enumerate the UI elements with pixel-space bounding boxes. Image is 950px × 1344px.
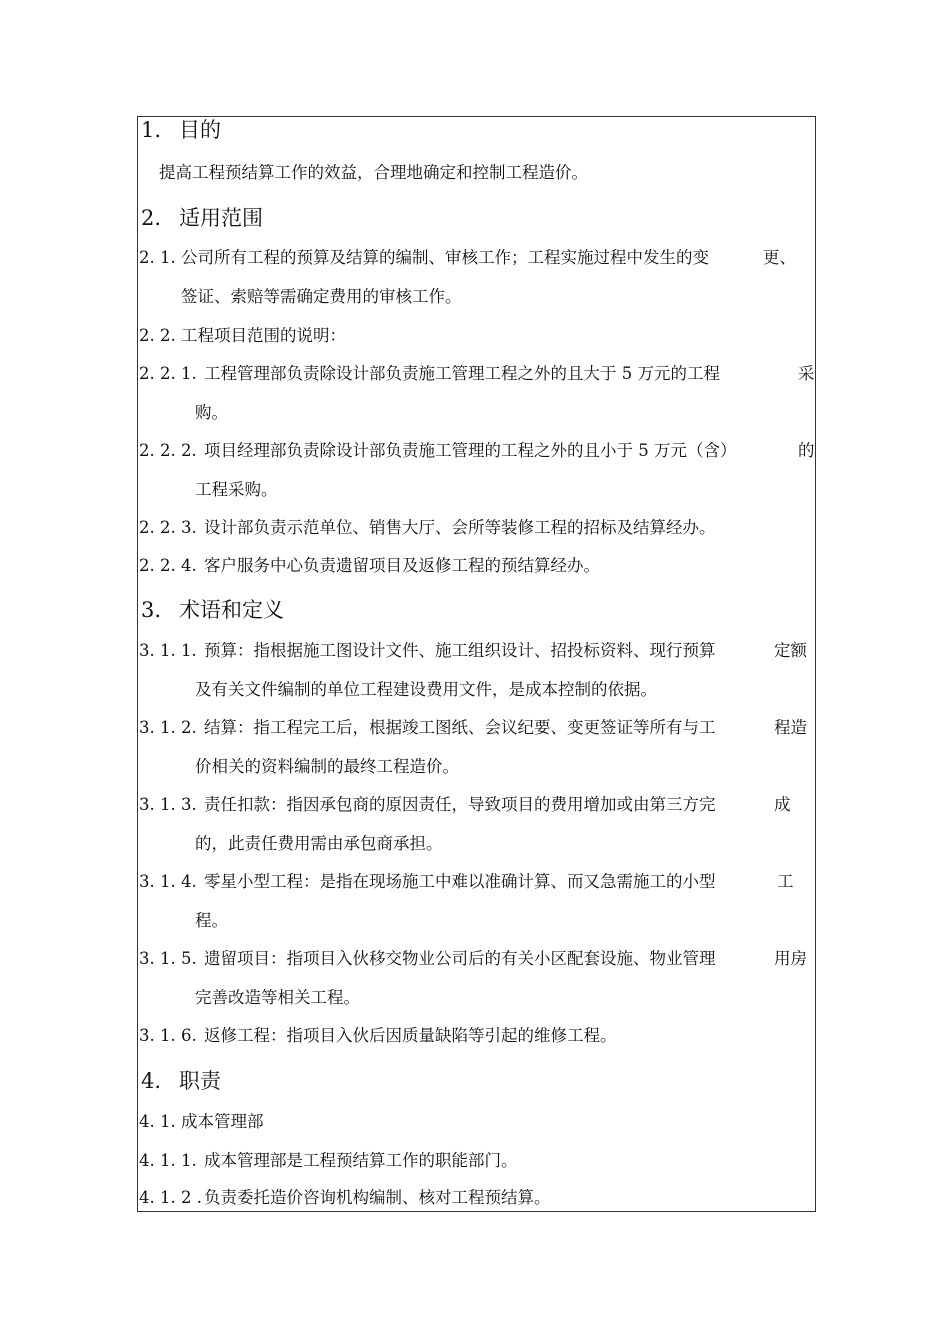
section-title: 术语和定义 [179, 598, 284, 622]
clause-number: 3. 1. 6. [139, 1026, 197, 1045]
clause-text: 项目经理部负责除设计部负责施工管理的工程之外的且小于 5 万元（含） [204, 441, 737, 460]
clause-number: 3. 1. 3. [139, 795, 197, 814]
clause-text: 成本管理部是工程预结算工作的职能部门。 [204, 1151, 518, 1170]
clause-text: 客户服务中心负责遗留项目及返修工程的预结算经办。 [204, 556, 600, 575]
section-title: 职责 [179, 1069, 221, 1093]
clause-number: 2. 1. [139, 248, 176, 267]
section-number: 1. [141, 118, 162, 142]
clause-text-end: 程造 [774, 718, 807, 737]
paragraph-2-2-2-line2: 工程采购。 [195, 480, 278, 499]
paragraph-3-1-1-line1 [139, 640, 815, 662]
clause-text-end: 用房 [774, 949, 807, 968]
clause-text: 公司所有工程的预算及结算的编制、审核工作；工程实施过程中发生的变 [181, 248, 709, 267]
paragraph-2-1-line2: 签证、索赔等需确定费用的审核工作。 [181, 287, 462, 306]
section-1-text: 提高工程预结算工作的效益，合理地确定和控制工程造价。 [159, 163, 588, 182]
paragraph-2-2-1-line1 [139, 363, 815, 385]
paragraph-2-2-4 [139, 555, 809, 577]
paragraph-2-2 [139, 325, 809, 347]
clause-number: 4. 1. [139, 1112, 176, 1131]
clause-number: 3. 1. 5. [139, 949, 197, 968]
clause-text: 负责委托造价咨询机构编制、核对工程预结算。 [204, 1188, 551, 1207]
paragraph-4-1-1 [139, 1150, 809, 1172]
clause-number: 3. 1. 1. [139, 641, 197, 660]
paragraph-3-1-4-line2: 程。 [195, 911, 228, 930]
clause-text: 工程项目范围的说明： [181, 326, 346, 345]
paragraph-3-1-1-line2: 及有关文件编制的单位工程建设费用文件，是成本控制的依据。 [195, 680, 657, 699]
clause-text: 遗留项目：指项目入伙移交物业公司后的有关小区配套设施、物业管理 [204, 949, 716, 968]
section-title: 目的 [179, 118, 221, 142]
clause-text-end: 工 [777, 872, 794, 891]
clause-text: 责任扣款：指因承包商的原因责任，导致项目的费用增加或由第三方完 [204, 795, 716, 814]
section-2-heading [141, 205, 263, 231]
paragraph-4-1 [139, 1111, 809, 1133]
clause-number: 4. 1. 1. [139, 1151, 197, 1170]
paragraph-3-1-5-line2: 完善改造等相关工程。 [195, 988, 360, 1007]
clause-number: 3. 1. 4. [139, 872, 197, 891]
section-3-heading [141, 597, 284, 623]
clause-text: 结算：指工程完工后，根据竣工图纸、会议纪要、变更签证等所有与工 [204, 718, 716, 737]
clause-text: 预算：指根据施工图设计文件、施工组织设计、招投标资料、现行预算 [204, 641, 716, 660]
paragraph-2-1-line1 [139, 247, 809, 269]
section-number: 4. [141, 1069, 162, 1093]
clause-number: 3. 1. 2. [139, 718, 197, 737]
paragraph-3-1-3-line2: 的，此责任费用需由承包商承担。 [195, 834, 443, 853]
section-1-heading [141, 117, 221, 143]
section-number: 3. [141, 598, 162, 622]
clause-text: 工程管理部负责除设计部负责施工管理工程之外的且大于 5 万元的工程 [204, 364, 720, 383]
paragraph-3-1-5-line1 [139, 948, 815, 970]
clause-number: 2. 2. 2. [139, 441, 197, 460]
paragraph-3-1-6 [139, 1025, 809, 1047]
section-title: 适用范围 [179, 206, 263, 230]
clause-text: 返修工程：指项目入伙后因质量缺陷等引起的维修工程。 [204, 1026, 617, 1045]
paragraph-2-2-1-line2: 购。 [195, 403, 228, 422]
clause-text-end: 更、 [763, 248, 796, 267]
clause-text-end: 成 [774, 795, 791, 814]
clause-number: 4. 1. 2 . [139, 1188, 202, 1207]
clause-number: 2. 2. 1. [139, 364, 197, 383]
paragraph-2-2-2-line1 [139, 440, 815, 462]
clause-number: 2. 2. 3. [139, 518, 197, 537]
clause-text-end: 采 [798, 364, 815, 383]
clause-text: 设计部负责示范单位、销售大厅、会所等装修工程的招标及结算经办。 [204, 518, 716, 537]
paragraph-3-1-2-line1 [139, 717, 815, 739]
section-number: 2. [141, 206, 162, 230]
document-frame [137, 116, 816, 1212]
paragraph-3-1-3-line1 [139, 794, 815, 816]
clause-text: 成本管理部 [181, 1112, 264, 1131]
paragraph-3-1-2-line2: 价相关的资料编制的最终工程造价。 [195, 757, 459, 776]
clause-text-end: 定额 [774, 641, 807, 660]
paragraph-3-1-4-line1 [139, 871, 815, 893]
paragraph-4-1-2 [139, 1187, 809, 1209]
section-4-heading [141, 1068, 221, 1094]
clause-text: 零星小型工程：是指在现场施工中难以准确计算、而又急需施工的小型 [204, 872, 716, 891]
clause-text-end: 的 [798, 441, 815, 460]
paragraph-2-2-3 [139, 517, 809, 539]
clause-number: 2. 2. [139, 326, 176, 345]
clause-number: 2. 2. 4. [139, 556, 197, 575]
